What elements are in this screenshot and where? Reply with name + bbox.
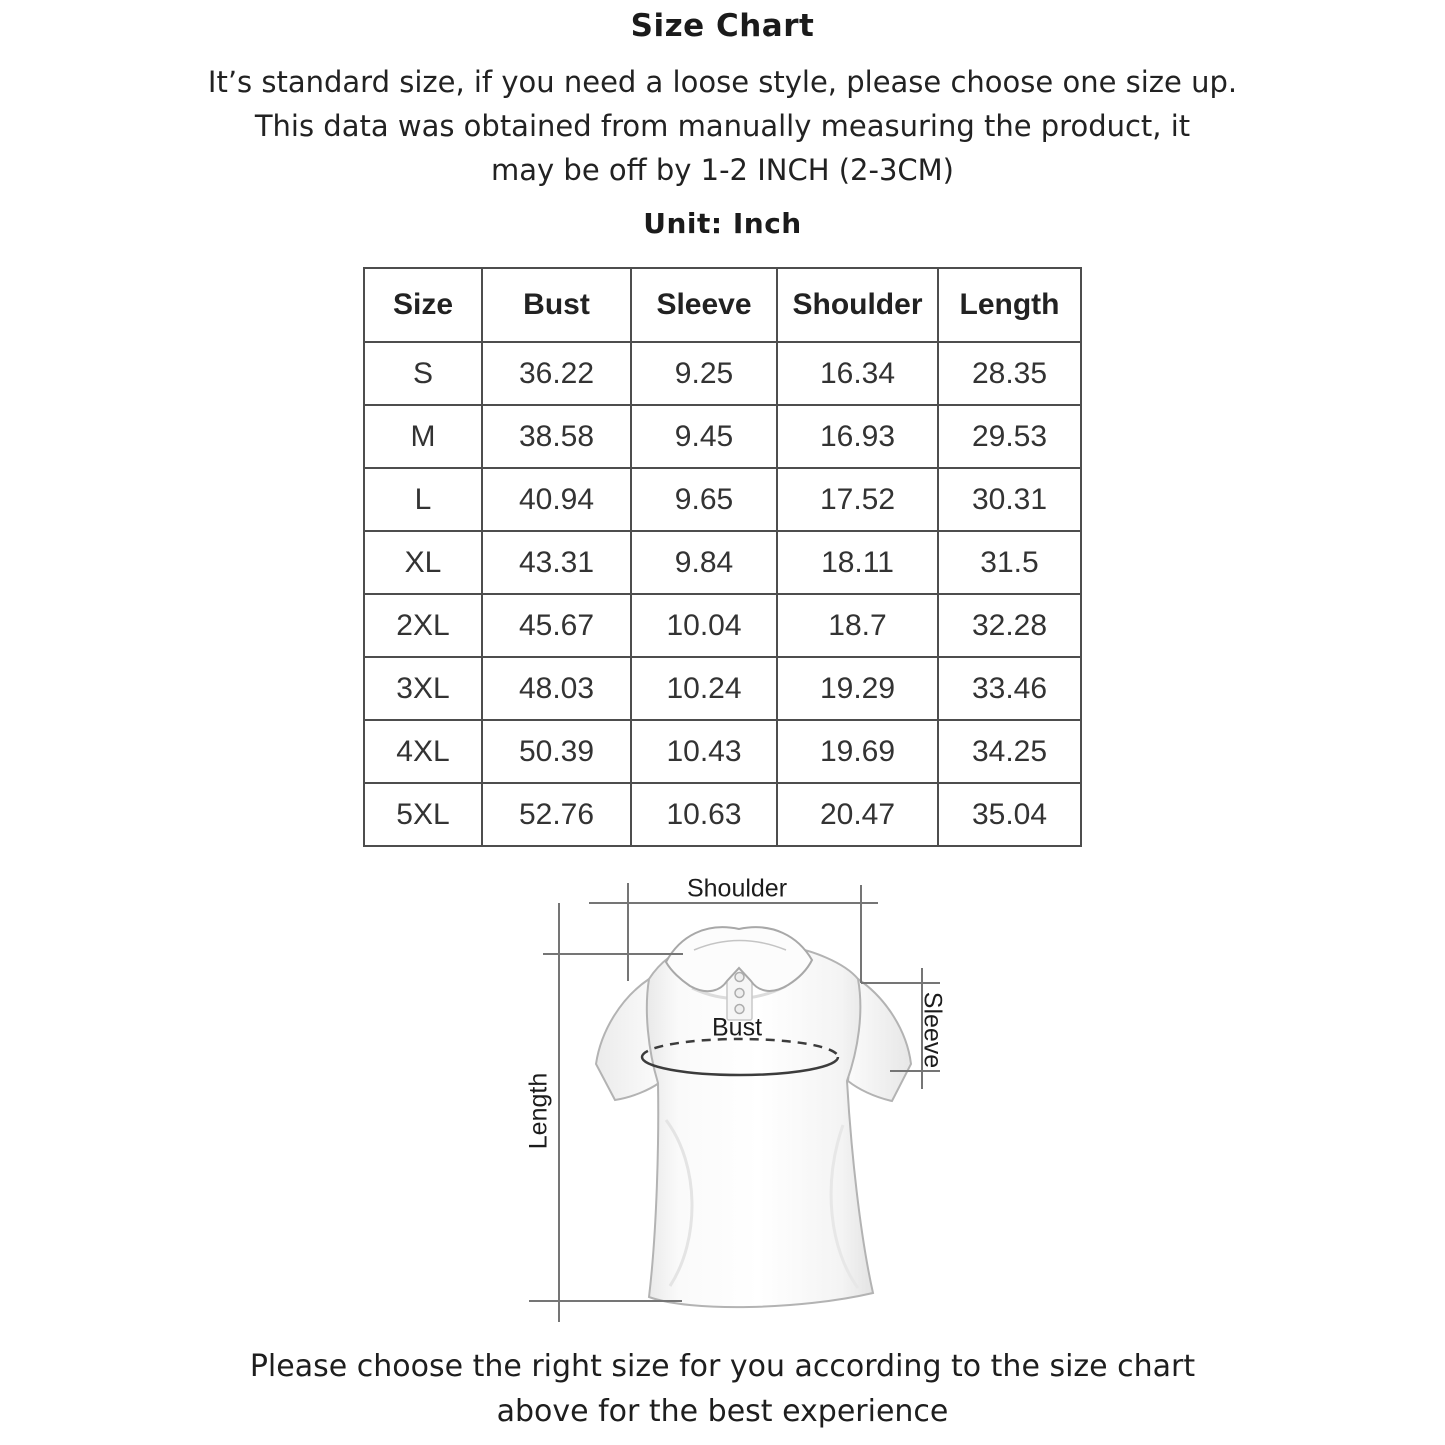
column-header-length: Length — [938, 268, 1081, 342]
measurement-cell: 19.69 — [777, 720, 938, 783]
measurement-cell: 10.63 — [631, 783, 777, 846]
measurement-cell: 34.25 — [938, 720, 1081, 783]
measurement-cell: 9.65 — [631, 468, 777, 531]
measurement-cell: 38.58 — [482, 405, 631, 468]
measurement-cell: 43.31 — [482, 531, 631, 594]
sleeve-dimension-label: Sleeve — [918, 991, 947, 1069]
measurement-cell: 9.45 — [631, 405, 777, 468]
button — [735, 1005, 744, 1014]
size-cell: L — [364, 468, 482, 531]
page-title: Size Chart — [630, 8, 815, 44]
size-cell: S — [364, 342, 482, 405]
footer-note — [0, 1344, 1445, 1434]
measurement-cell: 29.53 — [938, 405, 1081, 468]
measurement-cell: 36.22 — [482, 342, 631, 405]
measurement-cell: 35.04 — [938, 783, 1081, 846]
measurement-cell: 33.46 — [938, 657, 1081, 720]
measurement-cell: 10.04 — [631, 594, 777, 657]
measurement-cell: 19.29 — [777, 657, 938, 720]
measurement-cell: 28.35 — [938, 342, 1081, 405]
unit-label: Unit: Inch — [643, 207, 802, 240]
size-cell: 4XL — [364, 720, 482, 783]
measurement-cell: 31.5 — [938, 531, 1081, 594]
measurement-cell: 40.94 — [482, 468, 631, 531]
polo-shirt-illustration — [596, 927, 911, 1307]
measurement-cell: 30.31 — [938, 468, 1081, 531]
measurement-cell: 20.47 — [777, 783, 938, 846]
measurement-cell: 9.25 — [631, 342, 777, 405]
footer-line: Please choose the right size for you according to the size chart — [249, 1349, 1196, 1384]
column-header-bust: Bust — [482, 268, 631, 342]
measurement-cell: 18.7 — [777, 594, 938, 657]
measurement-cell: 48.03 — [482, 657, 631, 720]
measurement-cell: 10.24 — [631, 657, 777, 720]
button — [735, 989, 744, 998]
measurement-cell: 16.93 — [777, 405, 938, 468]
measurement-cell: 17.52 — [777, 468, 938, 531]
measurement-cell: 45.67 — [482, 594, 631, 657]
column-header-size: Size — [364, 268, 482, 342]
measurement-cell: 10.43 — [631, 720, 777, 783]
button — [735, 973, 744, 982]
measurement-cell: 9.84 — [631, 531, 777, 594]
length-dimension-label: Length — [524, 1072, 553, 1150]
size-cell: 5XL — [364, 783, 482, 846]
measurement-cell: 16.34 — [777, 342, 938, 405]
bust-dimension-label: Bust — [711, 1013, 763, 1042]
disclaimer-line: It’s standard size, if you need a loose style, please choose one size up. — [207, 65, 1238, 99]
size-cell: XL — [364, 531, 482, 594]
column-header-shoulder: Shoulder — [777, 268, 938, 342]
measurement-cell: 18.11 — [777, 531, 938, 594]
size-cell: 3XL — [364, 657, 482, 720]
footer-line: above for the best experience — [496, 1394, 949, 1429]
column-header-sleeve: Sleeve — [631, 268, 777, 342]
size-cell: 2XL — [364, 594, 482, 657]
size-cell: M — [364, 405, 482, 468]
measurement-cell: 52.76 — [482, 783, 631, 846]
shoulder-dimension-label: Shoulder — [686, 874, 788, 903]
measurement-cell: 32.28 — [938, 594, 1081, 657]
measurement-cell: 50.39 — [482, 720, 631, 783]
disclaimer-line: This data was obtained from manually measuring the product, it — [254, 109, 1191, 143]
disclaimer-line: may be off by 1-2 INCH (2-3CM) — [491, 153, 954, 187]
